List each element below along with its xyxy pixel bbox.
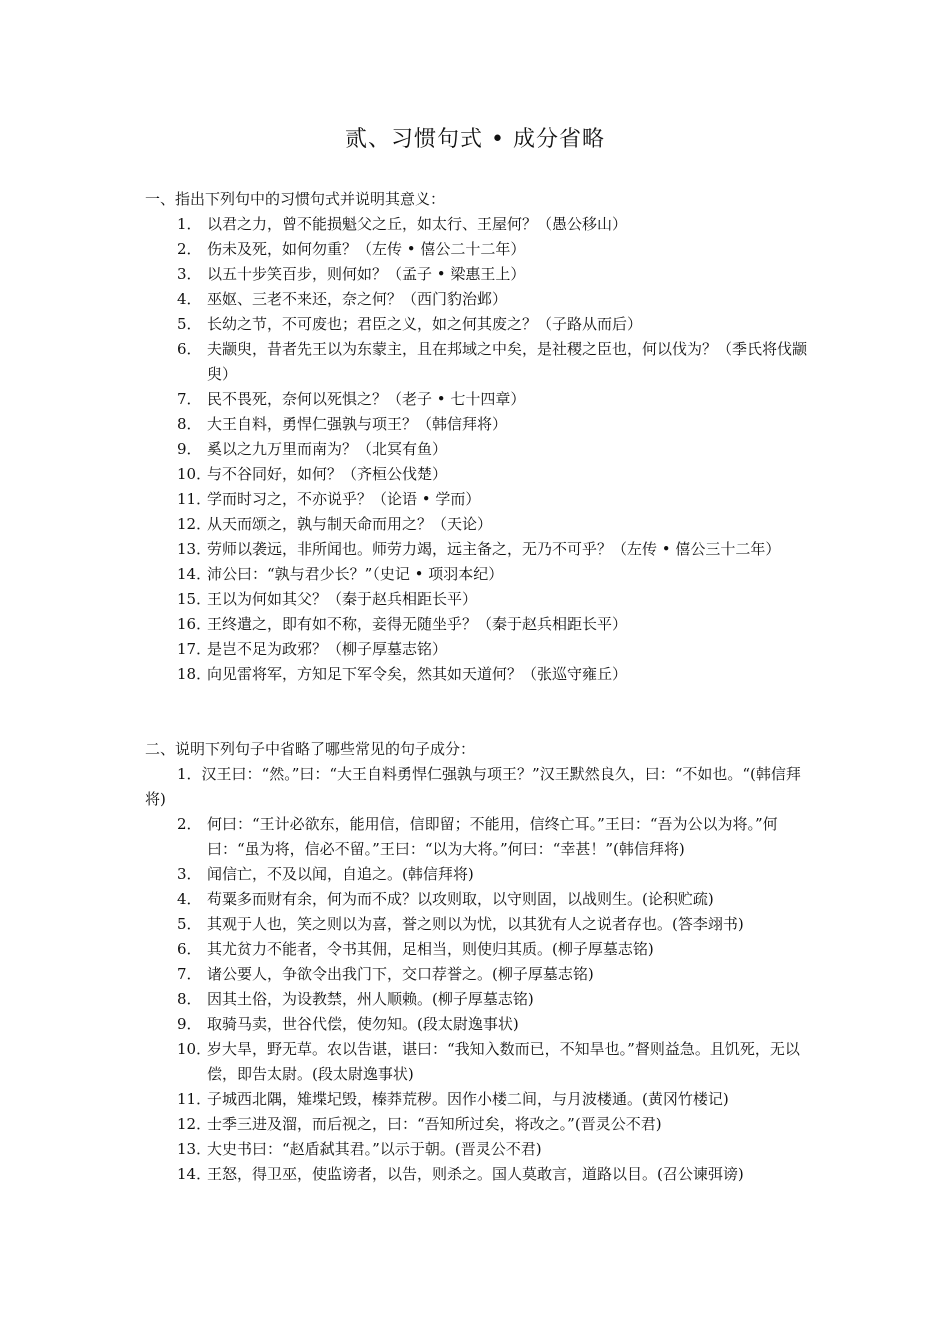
item-number: 5． [177,315,202,333]
item-text: 子城西北隅，雉堞圮毁，榛莽荒秽。因作小楼二间，与月波楼通。(黄冈竹楼记) [207,1090,729,1108]
item-text: 闻信亡，不及以闻，自追之。(韩信拜将) [207,865,474,883]
item-text: 夫颛臾，昔者先王以为东蒙主，且在邦域之中矣，是社稷之臣也，何以伐为？（季氏将伐颛臾） [207,340,808,383]
list-item [145,387,815,412]
item-number: 3． [177,265,202,283]
item-number: 3． [177,865,202,883]
list-item [145,587,815,612]
list-item [145,437,815,462]
list-item [145,1137,815,1162]
item-number: 8． [177,990,202,1008]
item-number: 2． [177,815,202,833]
item-number: 6． [177,940,202,958]
list-item [145,562,815,587]
section-heading: 二、说明下列句子中省略了哪些常见的句子成分： [145,740,476,758]
item-text: 汉王曰：“然。”曰：“大王自料勇悍仁强孰与项王？”汉王默然良久，曰：“不如也。“(韩信拜将) [145,765,801,808]
item-number: 9． [177,1015,202,1033]
item-text: 岁大旱，野无草。农以告谌，谌曰：“我知入数而已，不知旱也。”督则益急。且饥死，无以偿，即告太尉。(段太尉逸事状) [207,1040,800,1083]
list-item [145,1037,815,1087]
list-item [145,937,815,962]
list-item [145,637,815,662]
item-number: 15． [177,590,212,608]
item-text: 以君之力，曾不能损魁父之丘，如太行、王屋何？（愚公移山） [207,215,628,233]
item-number: 2． [177,240,202,258]
item-number: 7． [177,965,202,983]
item-text: 其观于人也，笑之则以为喜，誉之则以为忧，以其犹有人之说者存也。(答李翊书) [207,915,744,933]
list-item [145,987,815,1012]
item-text: 是岂不足为政邪？（柳子厚墓志铭） [207,640,448,658]
item-text: 王终遣之，即有如不称，妾得无随坐乎？（秦于赵兵相距长平） [207,615,628,633]
item-text: 取骑马卖，世谷代偿，使勿知。(段太尉逸事状) [207,1015,519,1033]
item-text: 学而时习之，不亦说乎？（论语 • 学而） [207,490,481,508]
item-number: 4． [177,890,202,908]
item-text: 劳师以袭远，非所闻也。师劳力竭，远主备之，无乃不可乎？（左传 • 僖公三十二年） [207,540,781,558]
section-habitual-patterns [145,187,815,687]
item-text: 以五十步笑百步，则何如？（孟子 • 梁惠王上） [207,265,526,283]
list-item [145,287,815,312]
list-item [145,612,815,637]
item-text: 因其土俗，为设教禁，州人顺赖。(柳子厚墓志铭) [207,990,534,1008]
list-item [145,412,815,437]
item-text: 民不畏死，奈何以死惧之？（老子 • 七十四章） [207,390,526,408]
list-item [145,512,815,537]
list-item [145,887,815,912]
page-title: 贰、习惯句式 • 成分省略 [345,127,605,152]
item-number: 8． [177,415,202,433]
item-number: 7． [177,390,202,408]
item-text: 大史书曰：“赵盾弑其君。”以示于朝。(晋灵公不君) [207,1140,542,1158]
item-number: 1． [177,215,202,233]
item-number: 11． [177,490,212,508]
item-text: 王以为何如其父？（秦于赵兵相距长平） [207,590,478,608]
item-number: 16． [177,615,212,633]
list-item [145,237,815,262]
section-heading: 一、指出下列句中的习惯句式并说明其意义： [145,190,446,208]
list-item [145,1162,815,1187]
list-item [145,662,815,687]
item-number: 12． [177,515,212,533]
section-omitted-components [145,737,815,1187]
item-number: 17． [177,640,212,658]
item-text: 奚以之九万里而南为？（北冥有鱼） [207,440,448,458]
item-number: 4． [177,290,202,308]
item-number: 5． [177,915,202,933]
item-number: 12． [177,1115,212,1133]
item-text: 苟粟多而财有余，何为而不成？以攻则取，以守则固，以战则生。(论积贮疏) [207,890,714,908]
item-text: 大王自料，勇悍仁强孰与项王？（韩信拜将） [207,415,508,433]
item-text: 诸公要人，争欲令出我门下，交口荐誉之。(柳子厚墓志铭) [207,965,594,983]
item-text: 向见雷将军，方知足下军令矣，然其如天道何？（张巡守雍丘） [207,665,628,683]
item-number: 14． [177,1165,212,1183]
item-text: 与不谷同好，如何？（齐桓公伐楚） [207,465,448,483]
item-number: 6． [177,340,202,358]
list-item [145,962,815,987]
list-item [145,537,815,562]
item-number: 9． [177,440,202,458]
item-text: 其尤贫力不能者，令书其佣，足相当，则使归其质。(柳子厚墓志铭) [207,940,654,958]
list-item [145,812,815,862]
item-text: 从天而颂之，孰与制天命而用之？（天论） [207,515,493,533]
item-text: 王怒，得卫巫，使监谤者，以告，则杀之。国人莫敢言，道路以目。(召公谏弭谤) [207,1165,744,1183]
list-item [145,487,815,512]
list-item [145,762,815,812]
item-number: 1． [177,765,202,783]
item-text: 巫妪、三老不来还，奈之何？（西门豹治邺） [207,290,508,308]
item-number: 14． [177,565,212,583]
item-number: 11． [177,1090,212,1108]
list-item [145,1112,815,1137]
list-item [145,912,815,937]
item-number: 10． [177,1040,212,1058]
item-text: 何曰：“王计必欲东，能用信，信即留；不能用，信终亡耳。”王曰：“吾为公以为将。”何曰：“虽为将，信必不留。”王曰：“以为大将。”何曰：“幸甚！”(韩信拜将) [207,815,778,858]
list-item [145,1012,815,1037]
item-number: 10． [177,465,212,483]
question-list [145,212,815,687]
list-item [145,862,815,887]
item-number: 18． [177,665,212,683]
item-text: 沛公曰：“孰与君少长？”（史记 • 项羽本纪） [207,565,504,583]
item-text: 长幼之节，不可废也；君臣之义，如之何其废之？（子路从而后） [207,315,643,333]
list-item [145,1087,815,1112]
question-list [145,762,815,1187]
item-text: 伤未及死，如何勿重？（左传 • 僖公二十二年） [207,240,526,258]
list-item [145,262,815,287]
item-text: 士季三进及溜，而后视之，曰：“吾知所过矣，将改之。”(晋灵公不君) [207,1115,662,1133]
list-item [145,337,815,387]
list-item [145,462,815,487]
list-item [145,212,815,237]
item-number: 13． [177,540,212,558]
item-number: 13． [177,1140,212,1158]
list-item [145,312,815,337]
